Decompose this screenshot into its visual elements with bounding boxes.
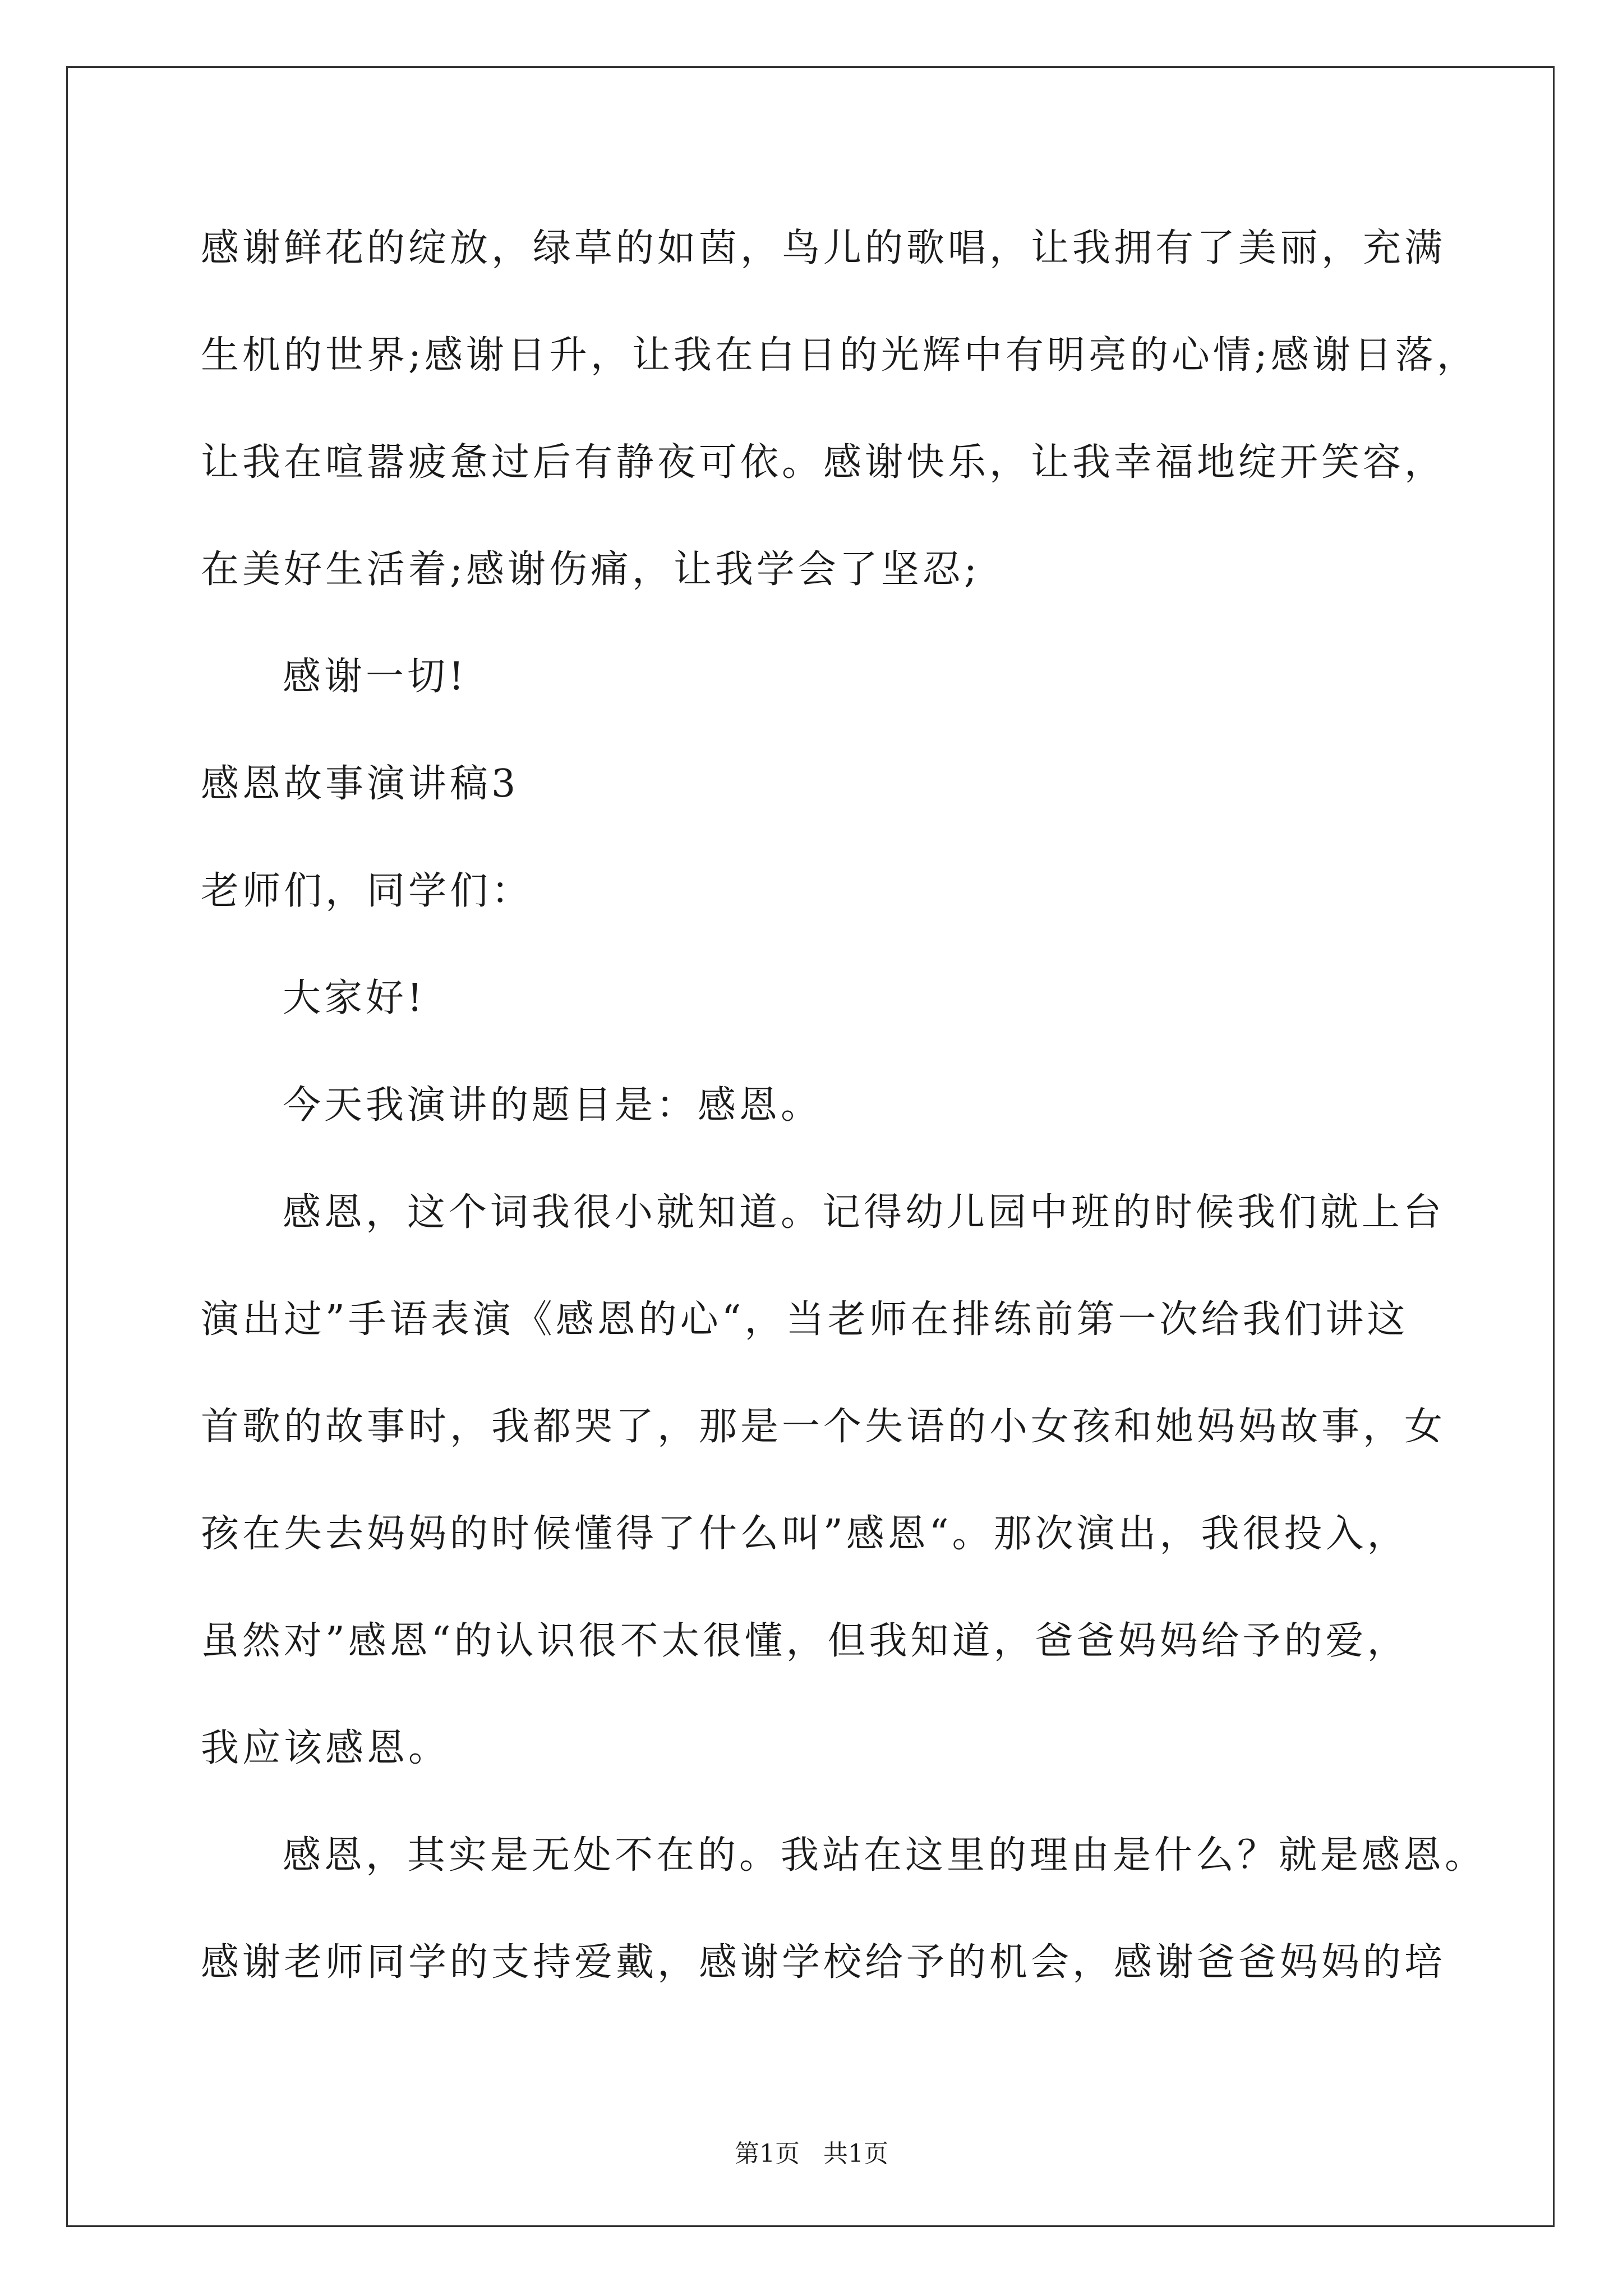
greeting: 大家好! [283,976,426,1020]
paragraph-line: 演出过”手语表演《感恩的心“，当老师在排练前第一次给我们讲这 [201,1297,1409,1342]
page-number-footer: 第1页 共1页 [735,2139,888,2168]
section-title: 感恩故事演讲稿3 [201,762,519,806]
paragraph-line: 首歌的故事时，我都哭了，那是一个失语的小女孩和她妈妈故事，女 [201,1405,1446,1449]
paragraph-line: 感恩，这个词我很小就知道。记得幼儿园中班的时候我们就上台 [283,1190,1445,1235]
paragraph-line: 感恩，其实是无处不在的。我站在这里的理由是什么？就是感恩。 [283,1833,1487,1878]
paragraph-line: 感谢老师同学的支持爱戴，感谢学校给予的机会，感谢爸爸妈妈的培 [201,1940,1446,1985]
document-body [201,206,1487,2028]
paragraph-line: 我应该感恩。 [201,1726,450,1770]
paragraph-line: 今天我演讲的题目是：感恩。 [283,1083,823,1128]
paragraph-line: 感谢鲜花的绽放，绿草的如茵，鸟儿的歌唱，让我拥有了美丽，充满 [201,226,1446,270]
paragraph-line: 在美好生活着;感谢伤痛，让我学会了坚忍; [201,547,980,592]
salutation: 老师们，同学们： [201,869,533,913]
paragraph-line: 孩在失去妈妈的时候懂得了什么叫”感恩“。那次演出，我很投入， [201,1512,1409,1556]
paragraph-line: 让我在喧嚣疲惫过后有静夜可依。感谢快乐，让我幸福地绽开笑容， [201,440,1446,485]
paragraph-line: 虽然对”感恩“的认识很不太很懂，但我知道，爸爸妈妈给予的爱， [201,1619,1409,1663]
paragraph-line: 感谢一切! [283,655,468,699]
paragraph-line: 生机的世界;感谢日升，让我在白日的光辉中有明亮的心情;感谢日落， [201,333,1478,378]
